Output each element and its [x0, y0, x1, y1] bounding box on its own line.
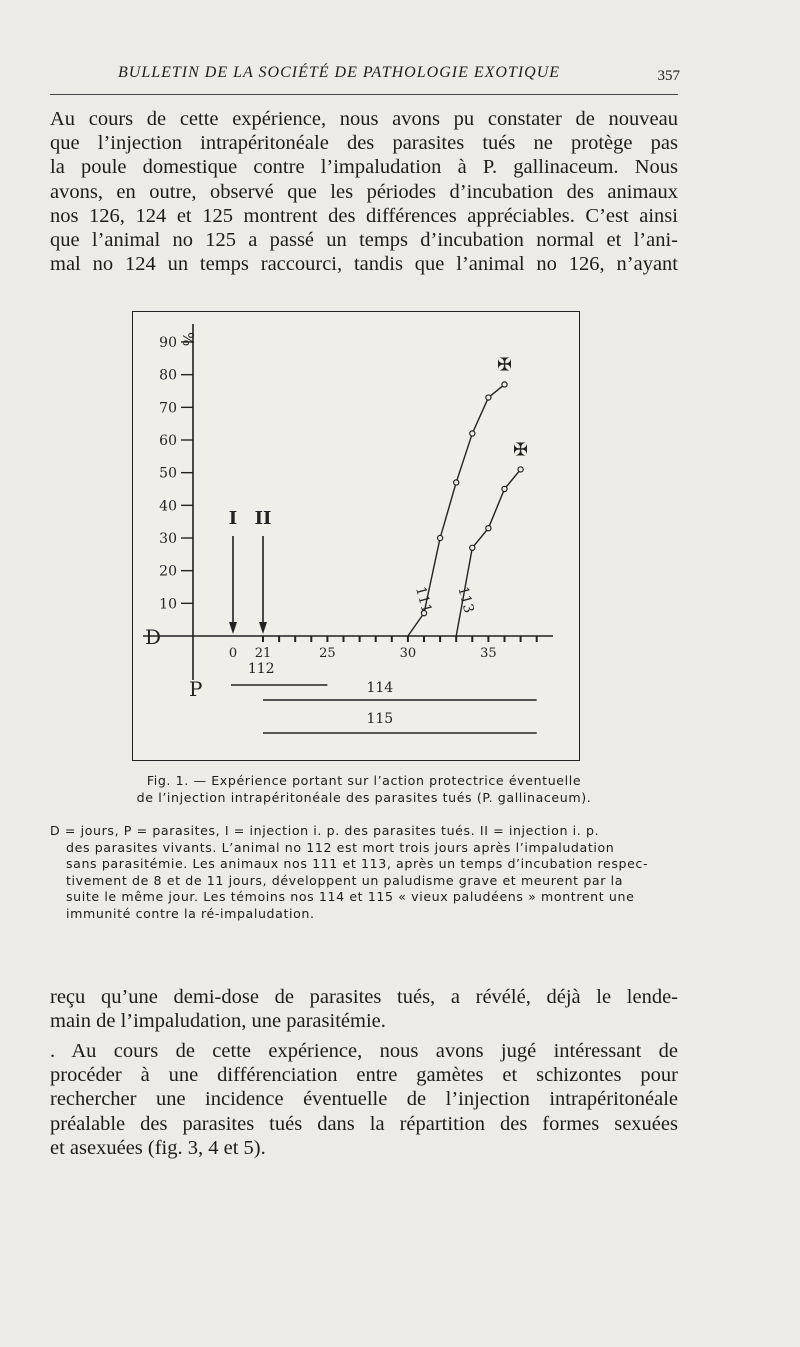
caption-title-line: Fig. 1. — Expérience portant sur l’action protectrice éventuelle — [146, 773, 582, 788]
y-tick-label: 70 — [159, 400, 177, 417]
data-point — [502, 382, 507, 387]
x-tick-label: 21 — [254, 646, 272, 661]
bar-label-115: 115 — [366, 711, 394, 727]
paragraph-3 — [50, 1039, 678, 1160]
x-tick-label: 30 — [399, 646, 417, 661]
text-line: procéder à une différenciation entre gamètes et schizontes pour — [50, 1064, 678, 1087]
injection-arrow-head — [229, 622, 237, 634]
figure-caption-body — [50, 823, 678, 922]
injection-arrow-head — [259, 622, 267, 634]
caption-line: suite le même jour. Les témoins nos 114 et 115 « vieux paludéens » montrent une — [66, 889, 635, 904]
data-point — [518, 467, 523, 472]
figure-caption-title — [50, 773, 678, 806]
text-line: et asexuées (fig. 3, 4 et 5). — [50, 1136, 266, 1159]
caption-line: des parasites vivants. L’animal no 112 est mort trois jours après l’impaludation — [66, 839, 615, 855]
text-line: reçu qu’une demi-dose de parasites tués, a révélé, déjà le lende- — [50, 986, 678, 1008]
paragraph-2 — [50, 985, 678, 1033]
text-line: préalable des parasites tués dans la répartition des formes sexuées — [50, 1112, 678, 1135]
paragraph-1 — [50, 107, 678, 276]
text-line: main de l’impaludation, une parasitémie. — [50, 1010, 386, 1033]
caption-line: D = jours, P = parasites, I = injection i. p. des parasites tués. II = injection i. p. — [50, 823, 600, 838]
injection-label-2: II — [254, 508, 272, 529]
text-line: que l’animal no 125 a passé un temps d’incubation normal et l’ani- — [50, 229, 678, 252]
running-header — [50, 62, 678, 95]
y-tick-label: 10 — [159, 596, 177, 613]
death-cross-icon: ✠ — [513, 439, 529, 461]
caption-line: immunité contre la ré-impaludation. — [66, 905, 315, 921]
y-unit-label: % — [179, 332, 197, 347]
parasitemia-chart — [133, 312, 581, 762]
caption-title-line: de l’injection intrapéritonéale des parasites tués (P. gallinaceum). — [136, 789, 592, 805]
data-point — [486, 395, 491, 400]
text-line: que l’injection intrapéritonéale des parasites tués ne protège pas — [50, 132, 678, 155]
x-tick-label: 0 — [228, 646, 238, 661]
death-cross-icon: ✠ — [496, 354, 513, 376]
data-point — [502, 486, 507, 491]
data-point — [486, 526, 491, 531]
text-line: nos 126, 124 et 125 montrent des différences appréciables. C’est ainsi — [50, 204, 678, 227]
x-axis-letter: D — [145, 625, 162, 649]
y-tick-label: 90 — [159, 335, 177, 351]
injection-label-1: I — [228, 508, 238, 529]
data-point — [470, 545, 475, 550]
series-label-111: 111 — [412, 584, 435, 615]
text-line: mal no 124 un temps raccourci, tandis que l’animal no 126, n’ayant — [50, 253, 678, 276]
y-tick-label: 20 — [159, 563, 177, 580]
x-tick-label: 25 — [319, 646, 336, 661]
caption-line: sans parasitémie. Les animaux nos 111 et 113, après un temps d’incubation respec- — [66, 856, 649, 871]
text-line: . Au cours de cette expérience, nous avons jugé intéressant de — [50, 1040, 678, 1062]
series-label-113: 113 — [454, 584, 477, 615]
x-tick-label: 35 — [480, 646, 497, 661]
journal-title: BULLETIN DE LA SOCIÉTÉ DE PATHOLOGIE EXOTIQUE — [118, 64, 561, 81]
y-tick-label: 80 — [159, 367, 177, 384]
text-line: rechercher une incidence éventuelle de l’injection intrapéritonéale — [50, 1088, 678, 1111]
text-line: la poule domestique contre l’impaludation à P. gallinaceum. Nous — [50, 156, 678, 179]
data-point — [438, 535, 443, 540]
parasites-letter: P — [189, 677, 203, 701]
data-point — [470, 431, 475, 436]
page-number: 357 — [657, 68, 680, 84]
text-line: Au cours de cette expérience, nous avons pu constater de nouveau — [50, 108, 678, 130]
caption-line: tivement de 8 et de 11 jours, développent un paludisme grave et meurent par la — [66, 872, 624, 888]
y-tick-label: 50 — [159, 465, 177, 482]
bar-label-112: 112 — [247, 661, 275, 677]
y-tick-label: 40 — [159, 498, 177, 515]
text-line: avons, en outre, observé que les périodes d’incubation des animaux — [50, 180, 678, 203]
y-tick-label: 30 — [159, 531, 177, 547]
y-tick-label: 60 — [159, 433, 177, 449]
data-point — [454, 480, 459, 485]
bar-label-114: 114 — [366, 680, 394, 696]
figure-1 — [132, 311, 580, 761]
